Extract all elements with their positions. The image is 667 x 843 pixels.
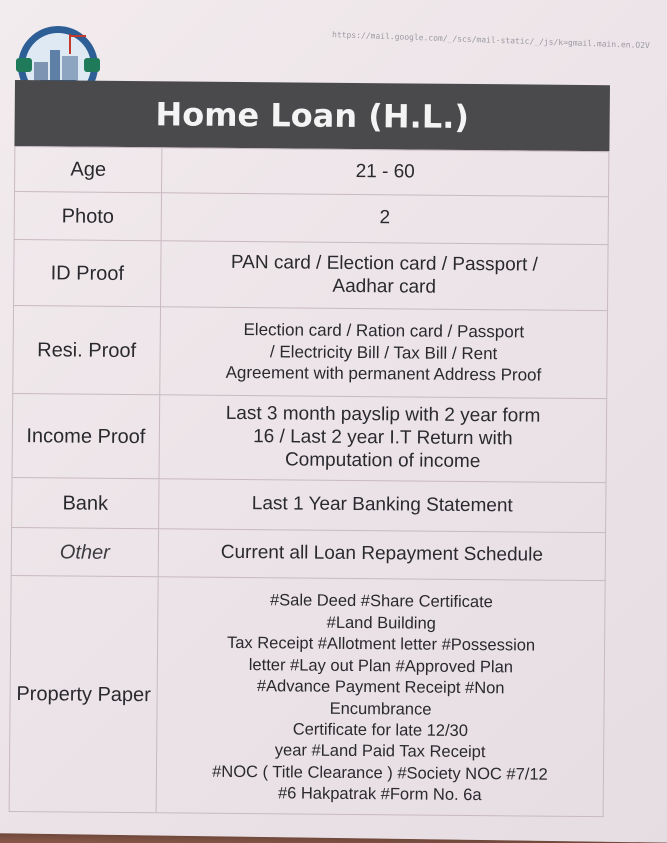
document-title: Home Loan (H.L.) bbox=[14, 80, 610, 151]
row-label: Age bbox=[15, 147, 162, 193]
row-value: 21 - 60 bbox=[162, 148, 609, 197]
table-row bbox=[14, 192, 608, 245]
table-row bbox=[13, 305, 608, 398]
row-label: Bank bbox=[12, 477, 159, 528]
row-label: Income Proof bbox=[12, 393, 160, 478]
row-value: PAN card / Election card / Passport / Aadhar card bbox=[161, 241, 609, 311]
row-value: Election card / Ration card / Passport / Electricity Bill / Tax Bill / Rent Agreement with permanent Address Proof bbox=[160, 307, 608, 399]
row-label: ID Proof bbox=[14, 239, 162, 306]
table-row bbox=[12, 477, 606, 532]
row-value: #Sale Deed #Share Certificate #Land Building Tax Receipt #Allotment letter #Possession letter #Lay out Plan #Approved Plan #Advance Payment Receipt #Non Encumbrance Certificate for late 12/30 year #Land Paid Tax Receipt #NOC ( Title Clearance ) #Society NOC #7/12 #6 Hakpatrak #Form No. 6a bbox=[156, 577, 605, 817]
table-row bbox=[14, 239, 609, 310]
loan-document bbox=[9, 80, 610, 817]
table-row bbox=[9, 575, 605, 816]
table-row bbox=[11, 527, 605, 580]
table-row bbox=[12, 393, 607, 482]
row-label: Other bbox=[11, 527, 158, 576]
print-url: https://mail.google.com/_/scs/mail-static/_/js/k=gmail.main.en.O2V bbox=[331, 30, 650, 51]
row-label: Resi. Proof bbox=[13, 305, 161, 394]
row-value: Last 1 Year Banking Statement bbox=[159, 479, 606, 533]
row-value: Current all Loan Repayment Schedule bbox=[158, 529, 605, 581]
row-label: Property Paper bbox=[9, 575, 158, 812]
row-value: 2 bbox=[161, 193, 608, 245]
row-label: Photo bbox=[14, 192, 161, 241]
table-row bbox=[15, 147, 609, 197]
requirements-table bbox=[9, 146, 610, 817]
row-value: Last 3 month payslip with 2 year form 16 / Last 2 year I.T Return with Computation of income bbox=[159, 395, 607, 483]
